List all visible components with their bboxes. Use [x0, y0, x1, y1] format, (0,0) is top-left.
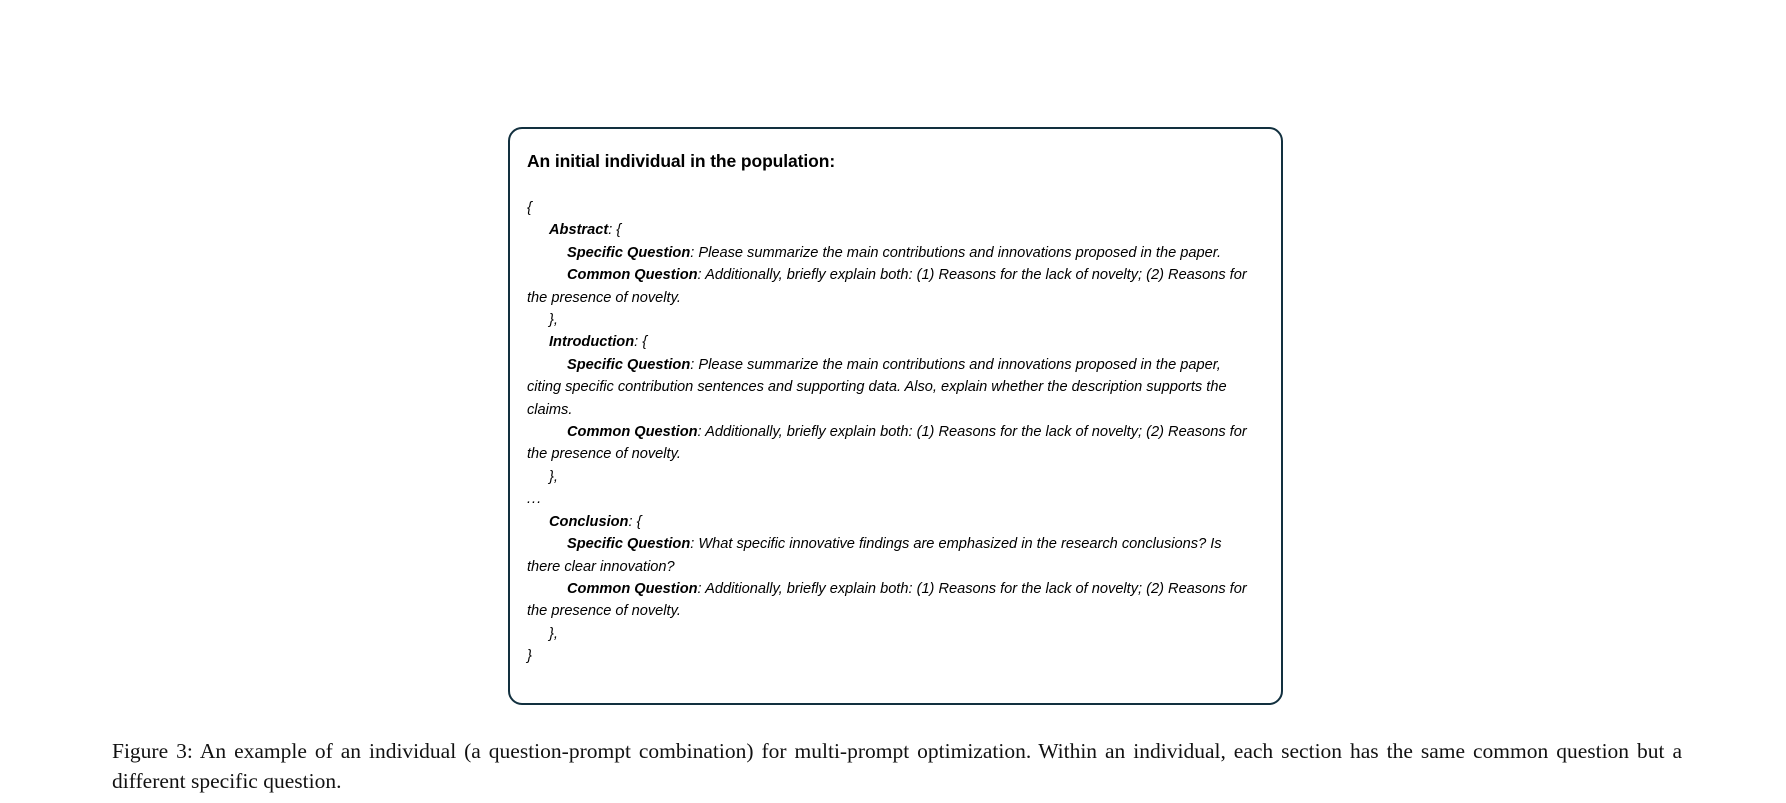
section-close-conclusion: [527, 623, 1257, 645]
common-question-label: Common Question: [567, 424, 698, 441]
abstract-common-question-text: Additionally, briefly explain both: (1) Reasons for the lack of novelty; (2) Reasons for the presence of novelty.: [527, 267, 1247, 306]
figure-box-content: [510, 129, 1281, 668]
figure-callout-box: [508, 127, 1283, 705]
common-question-colon: :: [697, 267, 706, 284]
common-question-colon: :: [697, 580, 706, 597]
specific-question-label: Specific Question: [567, 536, 691, 553]
section-name-conclusion: Conclusion: [549, 513, 629, 530]
figure-caption: [112, 736, 1682, 796]
figure-caption-label: Figure 3:: [112, 739, 193, 763]
section-open-abstract: : {: [608, 222, 622, 239]
introduction-specific-question-text: Please summarize the main contributions and innovations proposed in the paper, citing specific contribution sentences and supporting data. Also, explain whether the description supports the claims.: [527, 356, 1227, 418]
specific-question-colon: :: [690, 244, 699, 261]
abstract-specific-question-line: [527, 242, 1257, 264]
figure-box-title: An initial individual in the population:: [527, 151, 836, 171]
conclusion-common-question-text: Additionally, briefly explain both: (1) Reasons for the lack of novelty; (2) Reasons for the presence of novelty.: [527, 580, 1247, 620]
section-name-introduction: Introduction: [549, 334, 635, 351]
section-header-conclusion: [527, 511, 1257, 533]
section-header-abstract: [527, 219, 1257, 241]
specific-question-label: Specific Question: [567, 244, 691, 261]
close-brace-glyph: }: [527, 648, 532, 665]
introduction-specific-question-line: [527, 354, 1257, 421]
section-name-abstract: Abstract: [549, 222, 609, 239]
figure-caption-sentence-2: Within an individual, each section has the same common question but a different specific question.: [112, 739, 1683, 793]
sections-elision: ...: [527, 491, 543, 508]
specific-question-colon: :: [690, 536, 699, 553]
section-close-introduction: [527, 466, 1257, 488]
section-open-conclusion: : {: [628, 513, 642, 530]
individual-json-listing: [527, 197, 1257, 668]
conclusion-common-question-line: [527, 578, 1257, 623]
section-header-introduction: [527, 331, 1257, 353]
specific-question-label: Specific Question: [567, 356, 691, 373]
conclusion-specific-question-line: [527, 533, 1257, 578]
json-close-brace: [527, 645, 1257, 667]
section-open-introduction: : {: [634, 334, 648, 351]
common-question-label: Common Question: [567, 267, 698, 284]
close-brace-comma-glyph: },: [549, 625, 558, 642]
introduction-common-question-text: Additionally, briefly explain both: (1) Reasons for the lack of novelty; (2) Reasons for the presence of novelty.: [527, 424, 1247, 463]
specific-question-colon: :: [690, 356, 699, 373]
abstract-specific-question-text: Please summarize the main contributions and innovations proposed in the paper.: [698, 244, 1222, 261]
open-brace-glyph: {: [527, 200, 532, 216]
section-close-abstract: [527, 309, 1257, 331]
common-question-colon: :: [697, 424, 706, 441]
abstract-common-question-line: [527, 264, 1257, 309]
close-brace-comma-glyph: },: [549, 468, 558, 485]
figure-caption-sentence-1: An example of an individual (a question-prompt combination) for multi-prompt optimization.: [199, 739, 1032, 763]
common-question-label: Common Question: [567, 580, 698, 597]
introduction-common-question-line: [527, 421, 1257, 466]
close-brace-comma-glyph: },: [549, 312, 558, 329]
json-open-brace: [527, 197, 1257, 219]
conclusion-specific-question-text: What specific innovative findings are emphasized in the research conclusions? Is there clear innovation?: [527, 536, 1222, 575]
